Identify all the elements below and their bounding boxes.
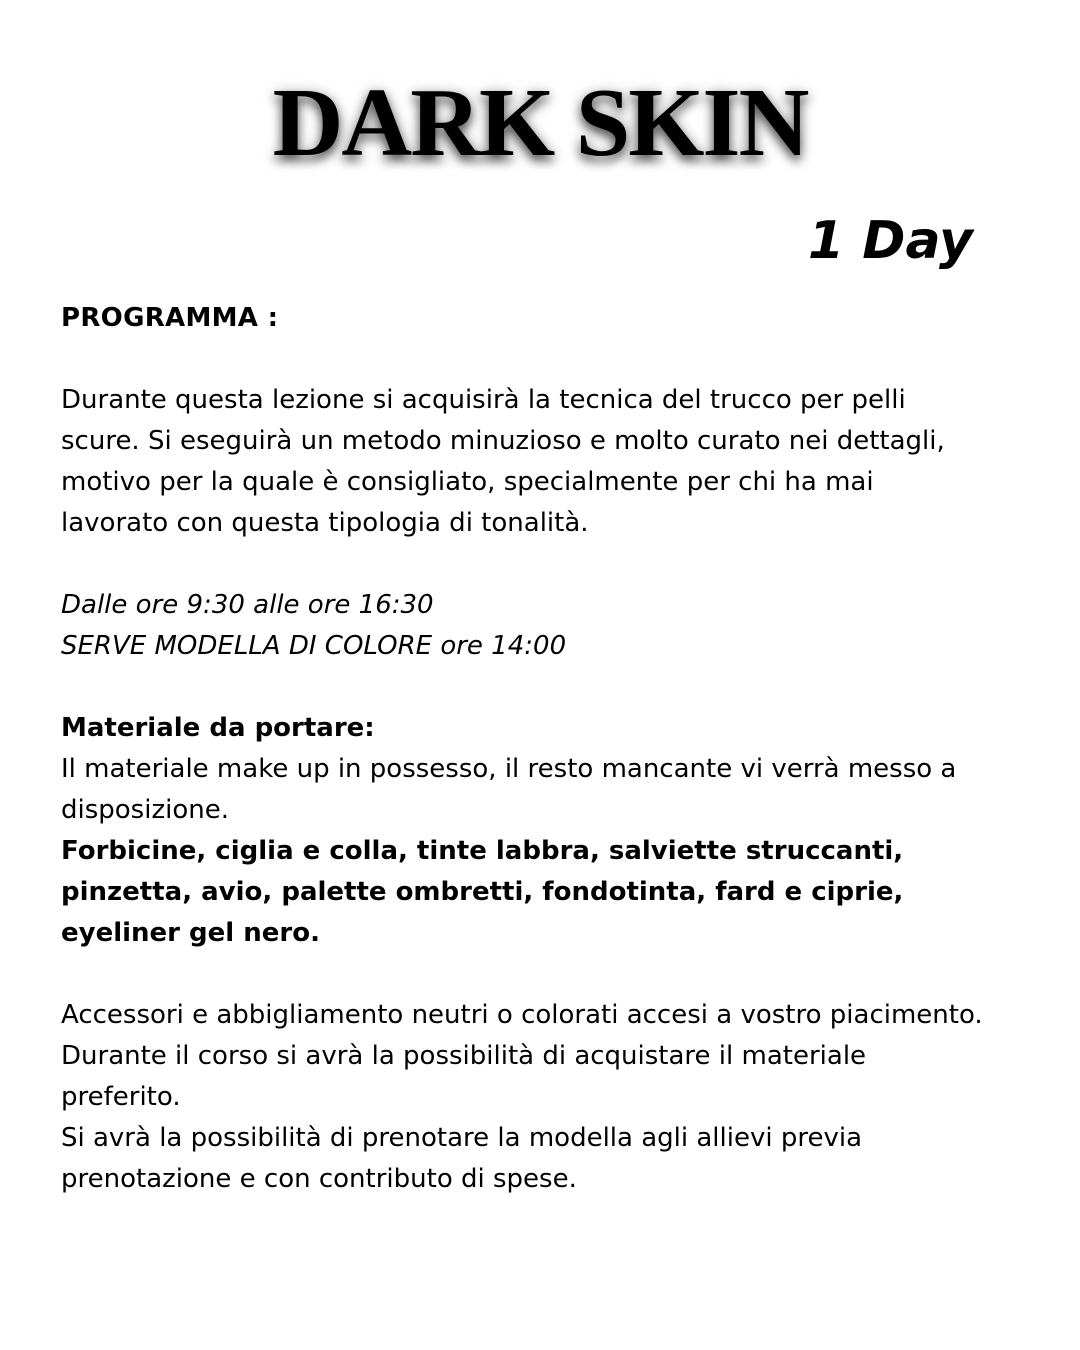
spacer — [61, 339, 1051, 380]
description-line: Durante questa lezione si acquisirà la tecnica del trucco per pelli — [61, 385, 906, 415]
notes-line: Accessori e abbigliamento neutri o colorati accesi a vostro piacimento. — [61, 1000, 983, 1030]
schedule-model-note: SERVE MODELLA DI COLORE ore 14:00 — [61, 631, 567, 661]
course-duration: 1 Day — [808, 211, 973, 271]
notes-line: prenotazione e con contributo di spese. — [61, 1164, 577, 1194]
materials-list-line: eyeliner gel nero. — [61, 918, 320, 948]
program-heading: PROGRAMMA : — [61, 303, 279, 333]
materials-list-line: pinzetta, avio, palette ombretti, fondotinta, fard e ciprie, — [61, 877, 904, 907]
spacer — [61, 544, 1051, 585]
course-title: DARK SKIN — [272, 69, 808, 177]
notes — [61, 995, 1051, 1200]
schedule-hours: Dalle ore 9:30 alle ore 16:30 — [61, 590, 434, 620]
spacer — [61, 667, 1051, 708]
materials-list — [61, 831, 1051, 954]
spacer — [61, 954, 1051, 995]
program-description — [61, 380, 1051, 544]
description-line: lavorato con questa tipologia di tonalità. — [61, 508, 589, 538]
description-line: motivo per la quale è consigliato, specialmente per chi ha mai — [61, 467, 874, 497]
notes-line: Si avrà la possibilità di prenotare la modella agli allievi previa — [61, 1123, 862, 1153]
notes-line: preferito. — [61, 1082, 181, 1112]
course-body — [61, 298, 1051, 1200]
description-line: scure. Si eseguirà un metodo minuzioso e molto curato nei dettagli, — [61, 426, 945, 456]
schedule — [61, 585, 1051, 667]
materials-intro-line: disposizione. — [61, 795, 229, 825]
materials-intro-line: Il materiale make up in possesso, il resto mancante vi verrà messo a — [61, 754, 957, 784]
notes-line: Durante il corso si avrà la possibilità di acquistare il materiale — [61, 1041, 867, 1071]
materials-intro — [61, 749, 1051, 831]
materials-list-line: Forbicine, ciglia e colla, tinte labbra, salviette struccanti, — [61, 836, 904, 866]
materials-heading: Materiale da portare: — [61, 713, 375, 743]
